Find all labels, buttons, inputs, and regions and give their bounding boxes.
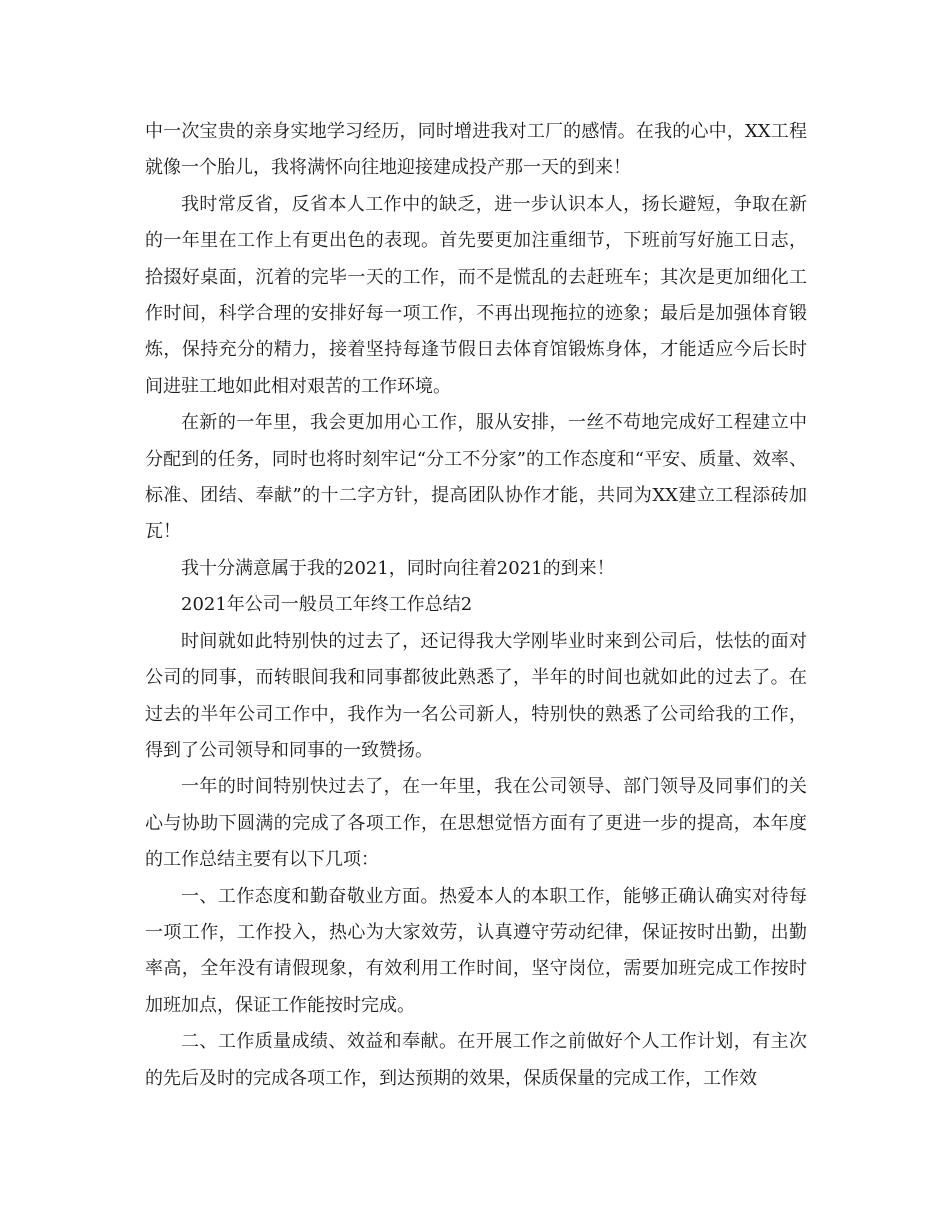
paragraph: 中一次宝贵的亲身实地学习经历，同时增进我对工厂的感情。在我的心中，XX工程就像一个胎儿，我将满怀向往地迎接建成投产那一天的到来！ (145, 121, 807, 179)
document-body (145, 114, 807, 1097)
paragraph: 我时常反省，反省本人工作中的缺乏，进一步认识本人，扬长避短，争取在新的一年里在工作上有更出色的表现。首先要更加注重细节，下班前写好施工日志，拾掇好桌面，沉着的完毕一天的工作，而不是慌乱的去赶班车；其次是更加细化工作时间，科学合理的安排好每一项工作，不再出现拖拉的迹象；最后是加强体育锻炼，保持充分的精力，接着坚持每逢节假日去体育馆锻炼身体，才能适应今后长时间进驻工地如此相对艰苦的工作环境。 (145, 193, 807, 397)
paragraph: 我十分满意属于我的2021，同时向往着2021的到来！ (181, 557, 615, 579)
paragraph: 在新的一年里，我会更加用心工作，服从安排，一丝不苟地完成好工程建立中分配到的任务，同时也将时刻牢记“分工不分家”的工作态度和“平安、质量、效率、标准、团结、奉献”的十二字方针，提高团队协作才能，共同为XX建立工程添砖加瓦！ (145, 412, 807, 543)
paragraph: 一年的时间特别快过去了，在一年里，我在公司领导、部门领导及同事们的关心与协助下圆满的完成了各项工作，在思想觉悟方面有了更进一步的提高，本年度的工作总结主要有以下几项： (145, 776, 807, 871)
paragraph: 时间就如此特别快的过去了，还记得我大学刚毕业时来到公司后，怯怯的面对公司的同事，而转眼间我和同事都彼此熟悉了，半年的时间也就如此的过去了。在过去的半年公司工作中，我作为一名公司新人，特别快的熟悉了公司给我的工作，得到了公司领导和同事的一致赞扬。 (145, 630, 807, 761)
paragraph: 一、工作态度和勤奋敬业方面。热爱本人的本职工作，能够正确认确实对待每一项工作，工作投入，热心为大家效劳，认真遵守劳动纪律，保证按时出勤，出勤率高，全年没有请假现象，有效利用工作时间，坚守岗位，需要加班完成工作按时加班加点，保证工作能按时完成。 (145, 885, 807, 1016)
paragraph: 二、工作质量成绩、效益和奉献。在开展工作之前做好个人工作计划，有主次的先后及时的完成各项工作，到达预期的效果，保质保量的完成工作，工作效 (145, 1031, 807, 1089)
section-heading: 2021年公司一般员工年终工作总结2 (181, 594, 473, 616)
